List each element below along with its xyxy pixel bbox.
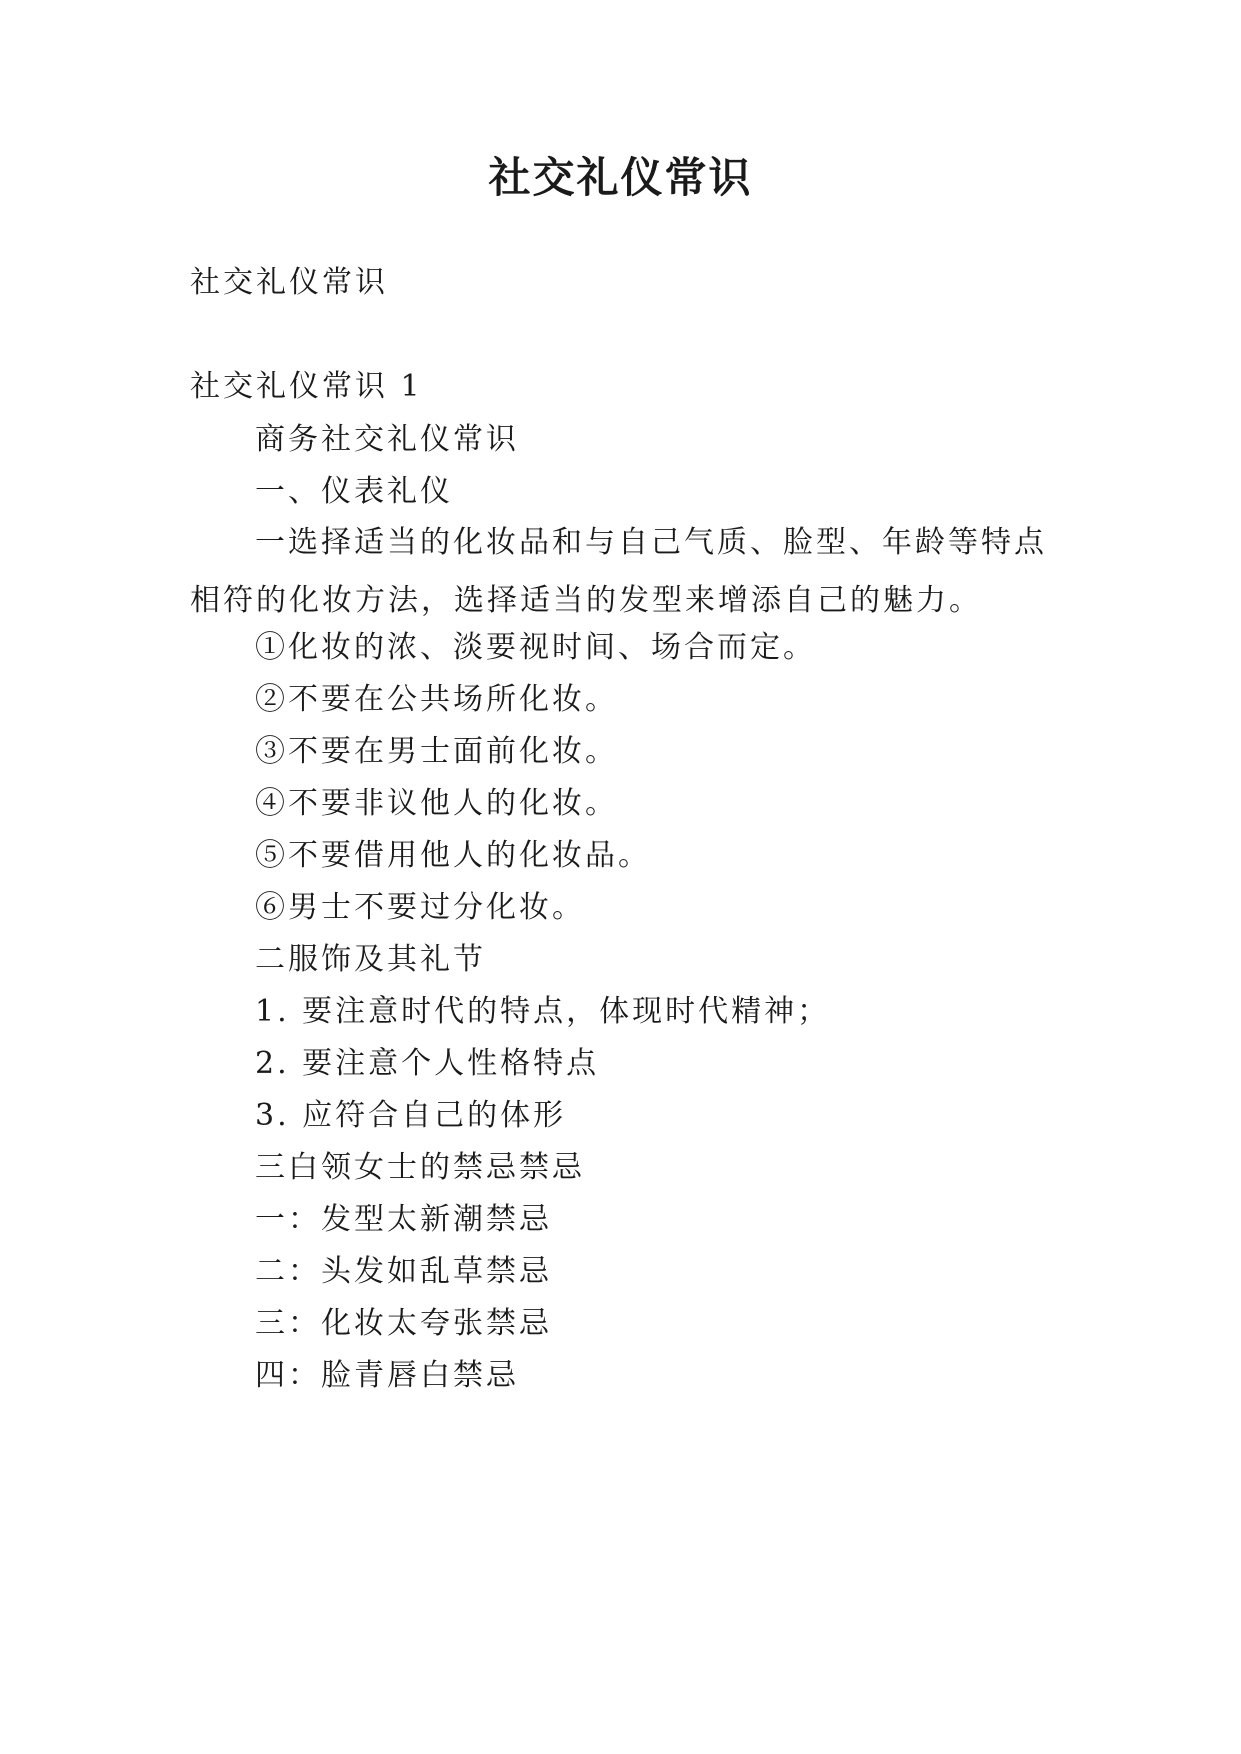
list-item: 一：发型太新潮禁忌: [255, 1202, 552, 1237]
list-item: 2. 要注意个人性格特点: [255, 1046, 600, 1081]
paragraph: 商务社交礼仪常识: [255, 422, 519, 457]
paragraph: 二服饰及其礼节: [255, 942, 486, 977]
list-item: ③不要在男士面前化妆。: [255, 734, 618, 769]
paragraph: 一选择适当的化妆品和与自己气质、脸型、年龄等特点相符的化妆方法，选择适当的发型来增添自己的魅力。: [190, 525, 1047, 618]
list-item: ⑤不要借用他人的化妆品。: [255, 838, 651, 873]
list-item: ④不要非议他人的化妆。: [255, 786, 618, 821]
list-item: 3. 应符合自己的体形: [255, 1098, 567, 1133]
document-subtitle: 社交礼仪常识: [190, 265, 388, 300]
list-item: ⑥男士不要过分化妆。: [255, 890, 585, 925]
paragraph: 一、仪表礼仪: [255, 474, 453, 509]
list-item: 二：头发如乱草禁忌: [255, 1254, 552, 1289]
list-item: 1. 要注意时代的特点，体现时代精神；: [255, 994, 831, 1029]
section-heading: 社交礼仪常识 1: [190, 369, 423, 404]
document-title: 社交礼仪常识: [488, 153, 753, 202]
list-item: ②不要在公共场所化妆。: [255, 682, 618, 717]
list-item: 三：化妆太夸张禁忌: [255, 1306, 552, 1341]
paragraph: 三白领女士的禁忌禁忌: [255, 1150, 585, 1185]
list-item: 四：脸青唇白禁忌: [255, 1358, 519, 1393]
list-item: ①化妆的浓、淡要视时间、场合而定。: [255, 630, 816, 665]
